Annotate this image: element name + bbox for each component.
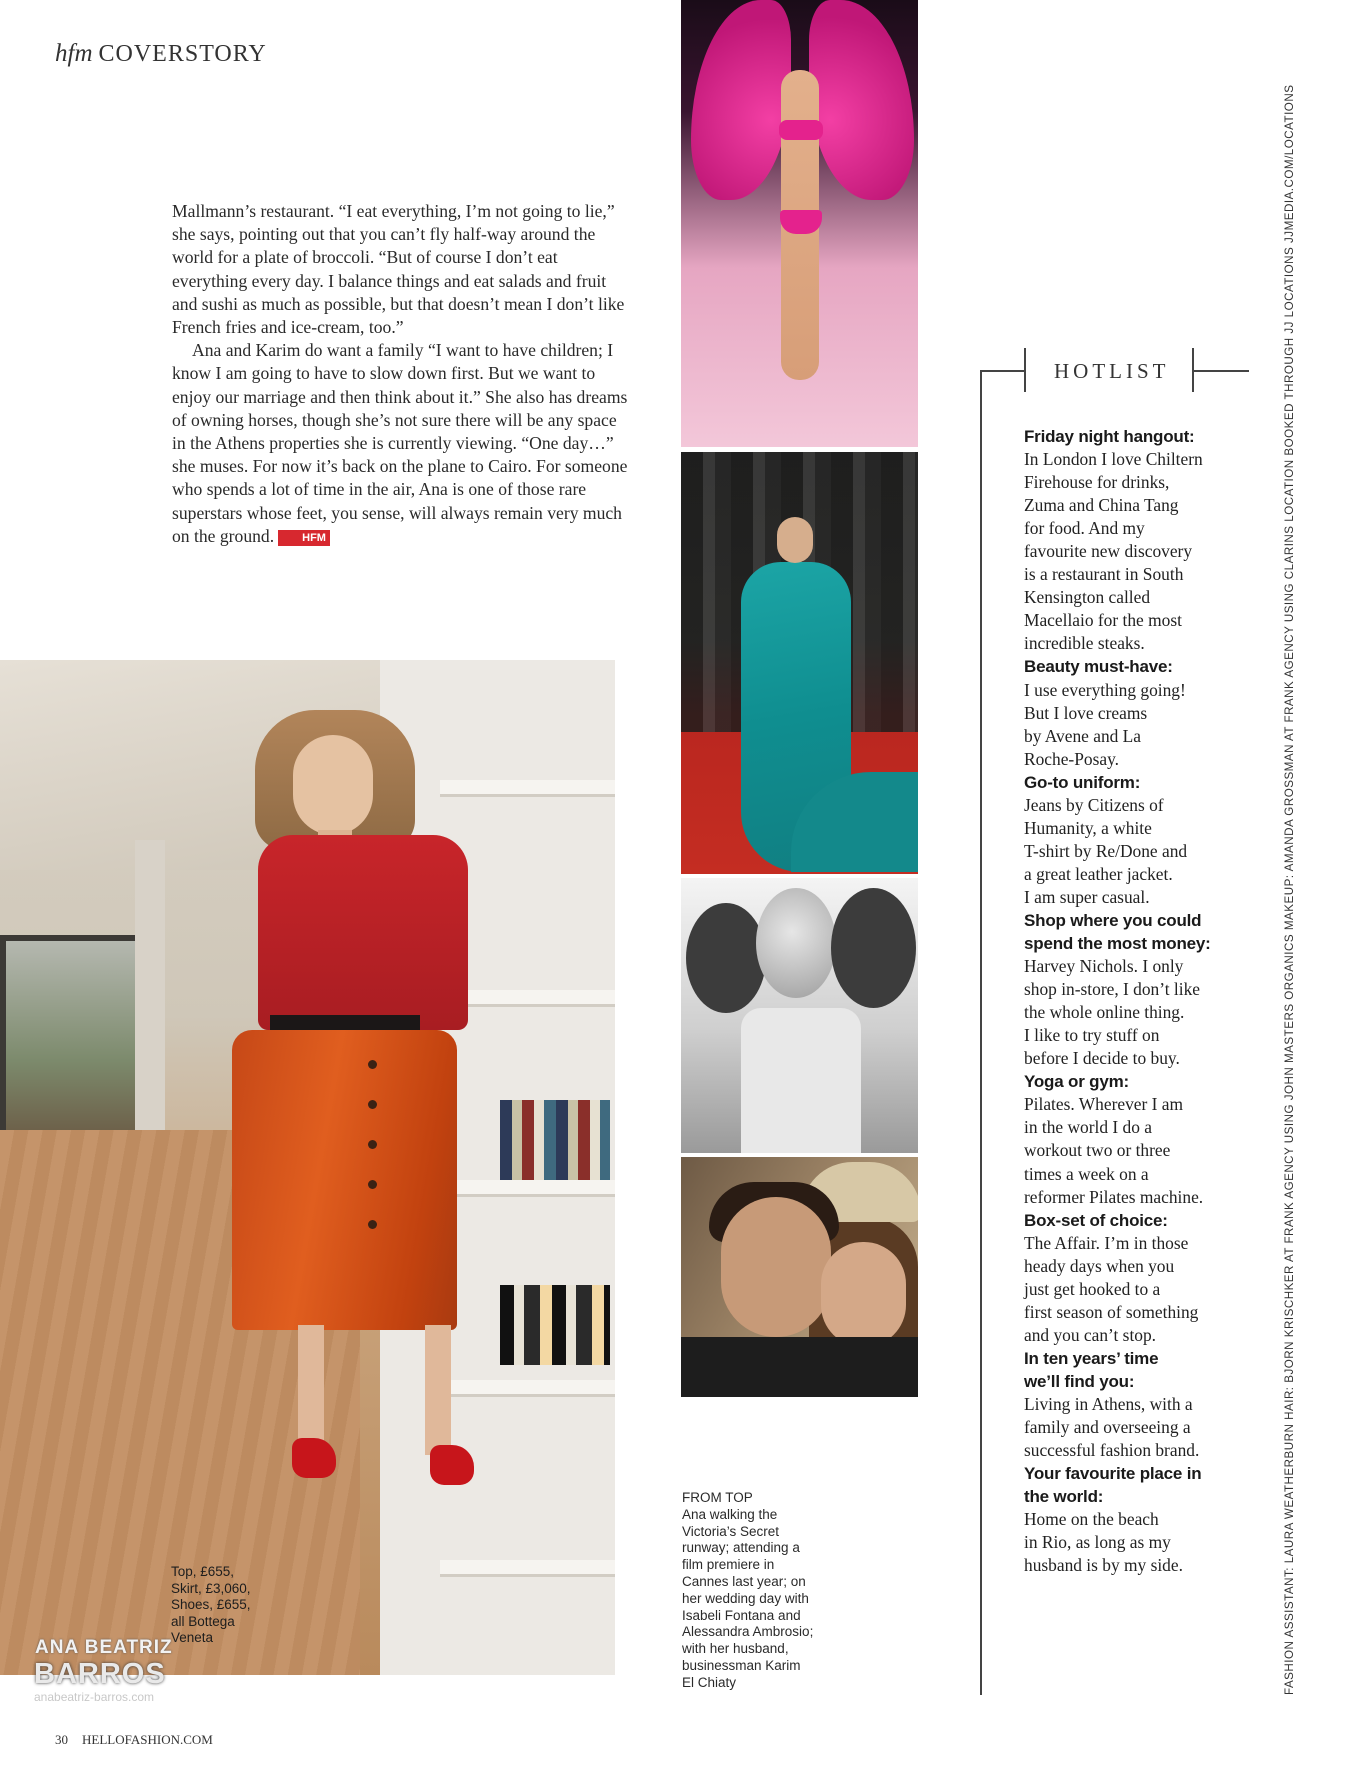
hotlist-answer: husband is by my side. (1024, 1555, 1183, 1576)
hotlist-answer: before I decide to buy. (1024, 1048, 1180, 1069)
caption-line: runway; attending a (682, 1540, 800, 1556)
model-leg (425, 1325, 451, 1455)
hotlist-question: Shop where you could (1024, 910, 1202, 930)
photo-caption (171, 1564, 286, 1647)
skirt-button (368, 1180, 377, 1189)
hotlist-title: HOTLIST (1054, 359, 1170, 383)
model-top (258, 835, 468, 1030)
skirt-button (368, 1140, 377, 1149)
hotlist-answer: family and overseeing a (1024, 1417, 1191, 1438)
woman-face (821, 1242, 906, 1347)
caption-line: film premiere in (682, 1557, 775, 1573)
runway-photo (681, 0, 918, 447)
hotlist-body (1024, 425, 1249, 1577)
caption-line: Skirt, £3,060, (171, 1580, 251, 1596)
page-number: 30 (55, 1732, 68, 1747)
hotlist-question: spend the most money: (1024, 934, 1211, 954)
hotlist-question: In ten years’ time (1024, 1348, 1159, 1368)
site-name: HELLOFASHION.COM (82, 1732, 213, 1747)
photo-shelf (440, 780, 615, 797)
hotlist-answer: shop in-store, I don’t like (1024, 979, 1200, 1000)
hotlist-answer: In London I love Chiltern (1024, 449, 1203, 470)
hotlist-answer: Firehouse for drinks, (1024, 472, 1170, 493)
hotlist-rule (980, 370, 982, 1695)
cannes-photo (681, 452, 918, 874)
hotlist-question: Friday night hangout: (1024, 427, 1195, 446)
caption-line: businessman Karim (682, 1657, 801, 1673)
hotlist-answer: the whole online thing. (1024, 1002, 1185, 1023)
hotlist-question: Beauty must-have: (1024, 657, 1173, 677)
hotlist-answer: Living in Athens, with a (1024, 1393, 1193, 1414)
hotlist-answer: incredible steaks. (1024, 633, 1145, 654)
article-paragraph (172, 339, 632, 548)
hotlist-question: the world: (1024, 1487, 1104, 1507)
runway-bottom (780, 210, 822, 234)
hotlist-answer: and you can’t stop. (1024, 1324, 1157, 1345)
hotlist-answer: T-shirt by Re/Done and (1024, 840, 1188, 861)
wedding-hair (686, 903, 766, 1013)
hotlist-answer: for food. And my (1024, 518, 1145, 539)
article-paragraph: Mallmann’s restaurant. “I eat everything, I’m not going to lie,” she says, pointing out that you can’t fly half-way around the world for a plate of broccoli. “But of course I don’t eat everything every day. I balance things and eat salads and fruit and sushi as much as possible, but that doesn’t mean I don’t like French fries and ice-cream, too.” (172, 201, 625, 338)
hotlist-answer: successful fashion brand. (1024, 1440, 1200, 1461)
photo-shelf (440, 1180, 615, 1197)
section-title: COVERSTORY (98, 41, 267, 67)
caption-line: all Bottega (171, 1613, 235, 1629)
photo-credits: FASHION ASSISTANT: LAURA WEATHERBURN HAIR: BJORN KRISCHKER AT FRANK AGENCY USING JOHN MASTERS ORGANICS MAKEUP: AMANDA GROSSMAN AT FRANK AGENCY USING CLARINS LOCATION BOOKED THROUGH JJ LOCATIONS JJMEDIA.COM/LOCATIONS (1283, 84, 1296, 1695)
model-shoe (430, 1445, 474, 1485)
watermark-brand: BARROS (34, 1658, 166, 1690)
photo-books (500, 1100, 610, 1180)
hotlist-answer: by Avene and La (1024, 725, 1142, 746)
hotlist-answer: Pilates. Wherever I am (1024, 1094, 1184, 1115)
footer (55, 1732, 213, 1748)
wedding-photo (681, 878, 918, 1153)
hotlist-answer: reformer Pilates machine. (1024, 1186, 1204, 1207)
main-photo (0, 660, 615, 1675)
hotlist-answer: Humanity, a white (1024, 817, 1152, 838)
hotlist-rule (980, 370, 1024, 372)
end-mark-badge: HFM (278, 530, 330, 546)
hotlist-rule (1024, 348, 1026, 392)
side-caption (682, 1490, 832, 1692)
hotlist-answer: Zuma and China Tang (1024, 495, 1179, 516)
hotlist-answer: I like to try stuff on (1024, 1025, 1160, 1046)
hotlist-answer: a great leather jacket. (1024, 863, 1173, 884)
article-paragraph-text: Ana and Karim do want a family “I want to have children; I know I am going to have to slow down first. But we want to enjoy our marriage and then think about it.” She also has dreams of owning horses, though she’s not sure there will be any space in the Athens properties she is currently viewing. “One day…” she muses. For now it’s back on the plane to Cairo. For someone who spends a lot of time in the air, Ana is one of those rare superstars whose feet, you sense, will always remain very much on the ground. (172, 340, 628, 546)
caption-line: her wedding day with (682, 1590, 809, 1606)
hotlist-question: Yoga or gym: (1024, 1072, 1129, 1092)
hotlist-answer: in the world I do a (1024, 1117, 1152, 1138)
skirt-button (368, 1220, 377, 1229)
wedding-face (756, 888, 836, 998)
hotlist-answer: times a week on a (1024, 1163, 1149, 1184)
hotlist-rule (1193, 370, 1249, 372)
watermark-name: ANA BEATRIZ (35, 1637, 173, 1658)
caption-line: with her husband, (682, 1641, 789, 1657)
hfm-logo: hfm (55, 40, 93, 67)
caption-lead: FROM TOP (682, 1490, 753, 1505)
hotlist-answer: Roche-Posay. (1024, 748, 1119, 769)
hotlist-answer: The Affair. I’m in those (1024, 1232, 1189, 1253)
hotlist-answer: heady days when you (1024, 1255, 1175, 1276)
hotlist-answer: is a restaurant in South (1024, 564, 1184, 585)
hotlist-question: we’ll find you: (1024, 1371, 1135, 1391)
hotlist-answer: workout two or three (1024, 1140, 1171, 1161)
wedding-hair (831, 888, 916, 1008)
model-skirt (232, 1030, 457, 1330)
hotlist-answer: Macellaio for the most (1024, 610, 1182, 631)
shirt (681, 1337, 918, 1397)
caption-line: Shoes, £655, (171, 1597, 251, 1612)
caption-line: El Chiaty (682, 1674, 737, 1690)
watermark-url: anabeatriz-barros.com (34, 1690, 155, 1704)
model-leg (298, 1325, 324, 1455)
caption-line: Victoria’s Secret (682, 1523, 780, 1539)
hotlist-question: Your favourite place in (1024, 1464, 1202, 1484)
hotlist-question: Go-to uniform: (1024, 772, 1141, 792)
caption-line: Alessandra Ambrosio; (682, 1624, 814, 1640)
caption-line: Top, £655, (171, 1564, 235, 1579)
skirt-button (368, 1060, 377, 1069)
hotlist-answer: I use everything going! (1024, 679, 1186, 700)
hotlist-answer: But I love creams (1024, 702, 1148, 723)
model-face (293, 735, 373, 835)
hotlist-answer: Home on the beach (1024, 1509, 1159, 1530)
hotlist-answer: in Rio, as long as my (1024, 1532, 1171, 1553)
caption-line: Isabeli Fontana and (682, 1607, 801, 1623)
skirt-button (368, 1100, 377, 1109)
hotlist-answer: first season of something (1024, 1301, 1199, 1322)
photo-shelf (440, 1380, 615, 1397)
photo-books (500, 1285, 610, 1365)
caption-line: Veneta (171, 1630, 214, 1645)
photo-shelf (440, 1560, 615, 1577)
runway-top (779, 120, 823, 140)
article-text (172, 200, 632, 548)
hotlist-answer: Kensington called (1024, 587, 1151, 608)
man-face (721, 1197, 831, 1337)
model-shoe (292, 1438, 336, 1478)
wedding-dress (741, 1008, 861, 1153)
cannes-face (777, 517, 813, 563)
caption-line: Cannes last year; on (682, 1573, 806, 1589)
caption-line: Ana walking the (682, 1506, 778, 1522)
couple-photo (681, 1157, 918, 1397)
hotlist-answer: Harvey Nichols. I only (1024, 956, 1184, 977)
hotlist-answer: Jeans by Citizens of (1024, 794, 1164, 815)
wing-right (809, 0, 914, 200)
hotlist-question: Box-set of choice: (1024, 1210, 1168, 1230)
hotlist-answer: just get hooked to a (1024, 1278, 1161, 1299)
section-header (55, 40, 267, 68)
photo-window (0, 935, 147, 1147)
wing-left (691, 0, 791, 200)
hotlist-answer: favourite new discovery (1024, 541, 1193, 562)
hotlist-answer: I am super casual. (1024, 886, 1150, 907)
